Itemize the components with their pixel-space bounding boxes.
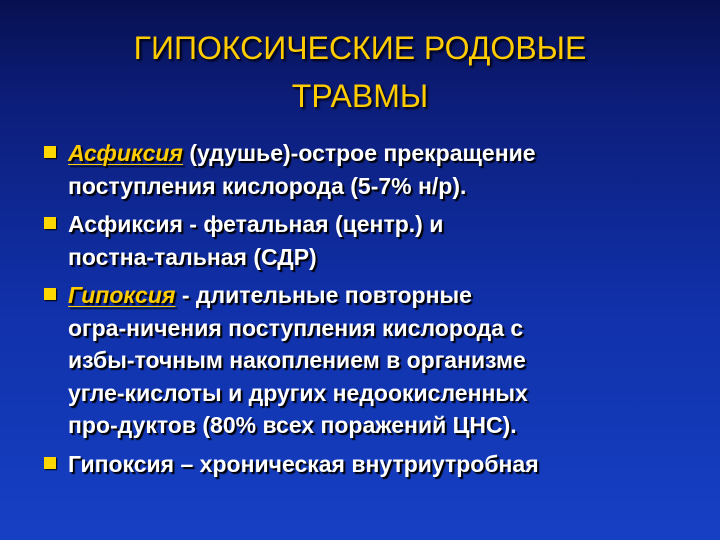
square-bullet-icon xyxy=(44,217,56,229)
bullet-asphyxia-types xyxy=(44,208,684,273)
bullet-line: поступления кислорода (5-7% н/р). xyxy=(68,172,467,199)
bullet-hypoxia-definition xyxy=(44,279,684,442)
bullet-line: Гипоксия – хроническая внутриутробная xyxy=(68,450,539,477)
bullet-line: Асфиксия - фетальная (центр.) и xyxy=(68,211,444,237)
bullet-line: избы-точным накоплением в организме xyxy=(68,347,526,373)
title-line-2: ТРАВМЫ xyxy=(291,78,429,114)
bullet-text: (удушье)-острое прекращение xyxy=(182,140,536,166)
bullet-line xyxy=(68,279,684,312)
square-bullet-icon xyxy=(44,288,56,300)
bullet-line: угле-кислоты и других недоокисленных xyxy=(68,379,528,406)
bullet-chronic-hypoxia xyxy=(44,448,684,481)
bullet-list xyxy=(44,137,684,486)
bullet-line: постна-тальная (СДР) xyxy=(68,243,317,270)
square-bullet-icon xyxy=(44,457,56,469)
bullet-line: огра-ничения поступления кислорода с xyxy=(68,314,524,341)
bullet-line: про-дуктов (80% всех поражений ЦНС). xyxy=(68,412,517,438)
slide-title xyxy=(20,24,700,120)
highlight-term-hypoxia: Гипоксия xyxy=(68,282,176,308)
title-line-1: ГИПОКСИЧЕСКИЕ РОДОВЫЕ xyxy=(133,30,587,66)
square-bullet-icon xyxy=(44,146,56,158)
highlight-term-asphyxia: Асфиксия xyxy=(68,140,183,166)
bullet-asphyxia-definition xyxy=(44,137,684,202)
bullet-text: - длительные повторные xyxy=(175,282,472,308)
bullet-line xyxy=(68,137,684,170)
